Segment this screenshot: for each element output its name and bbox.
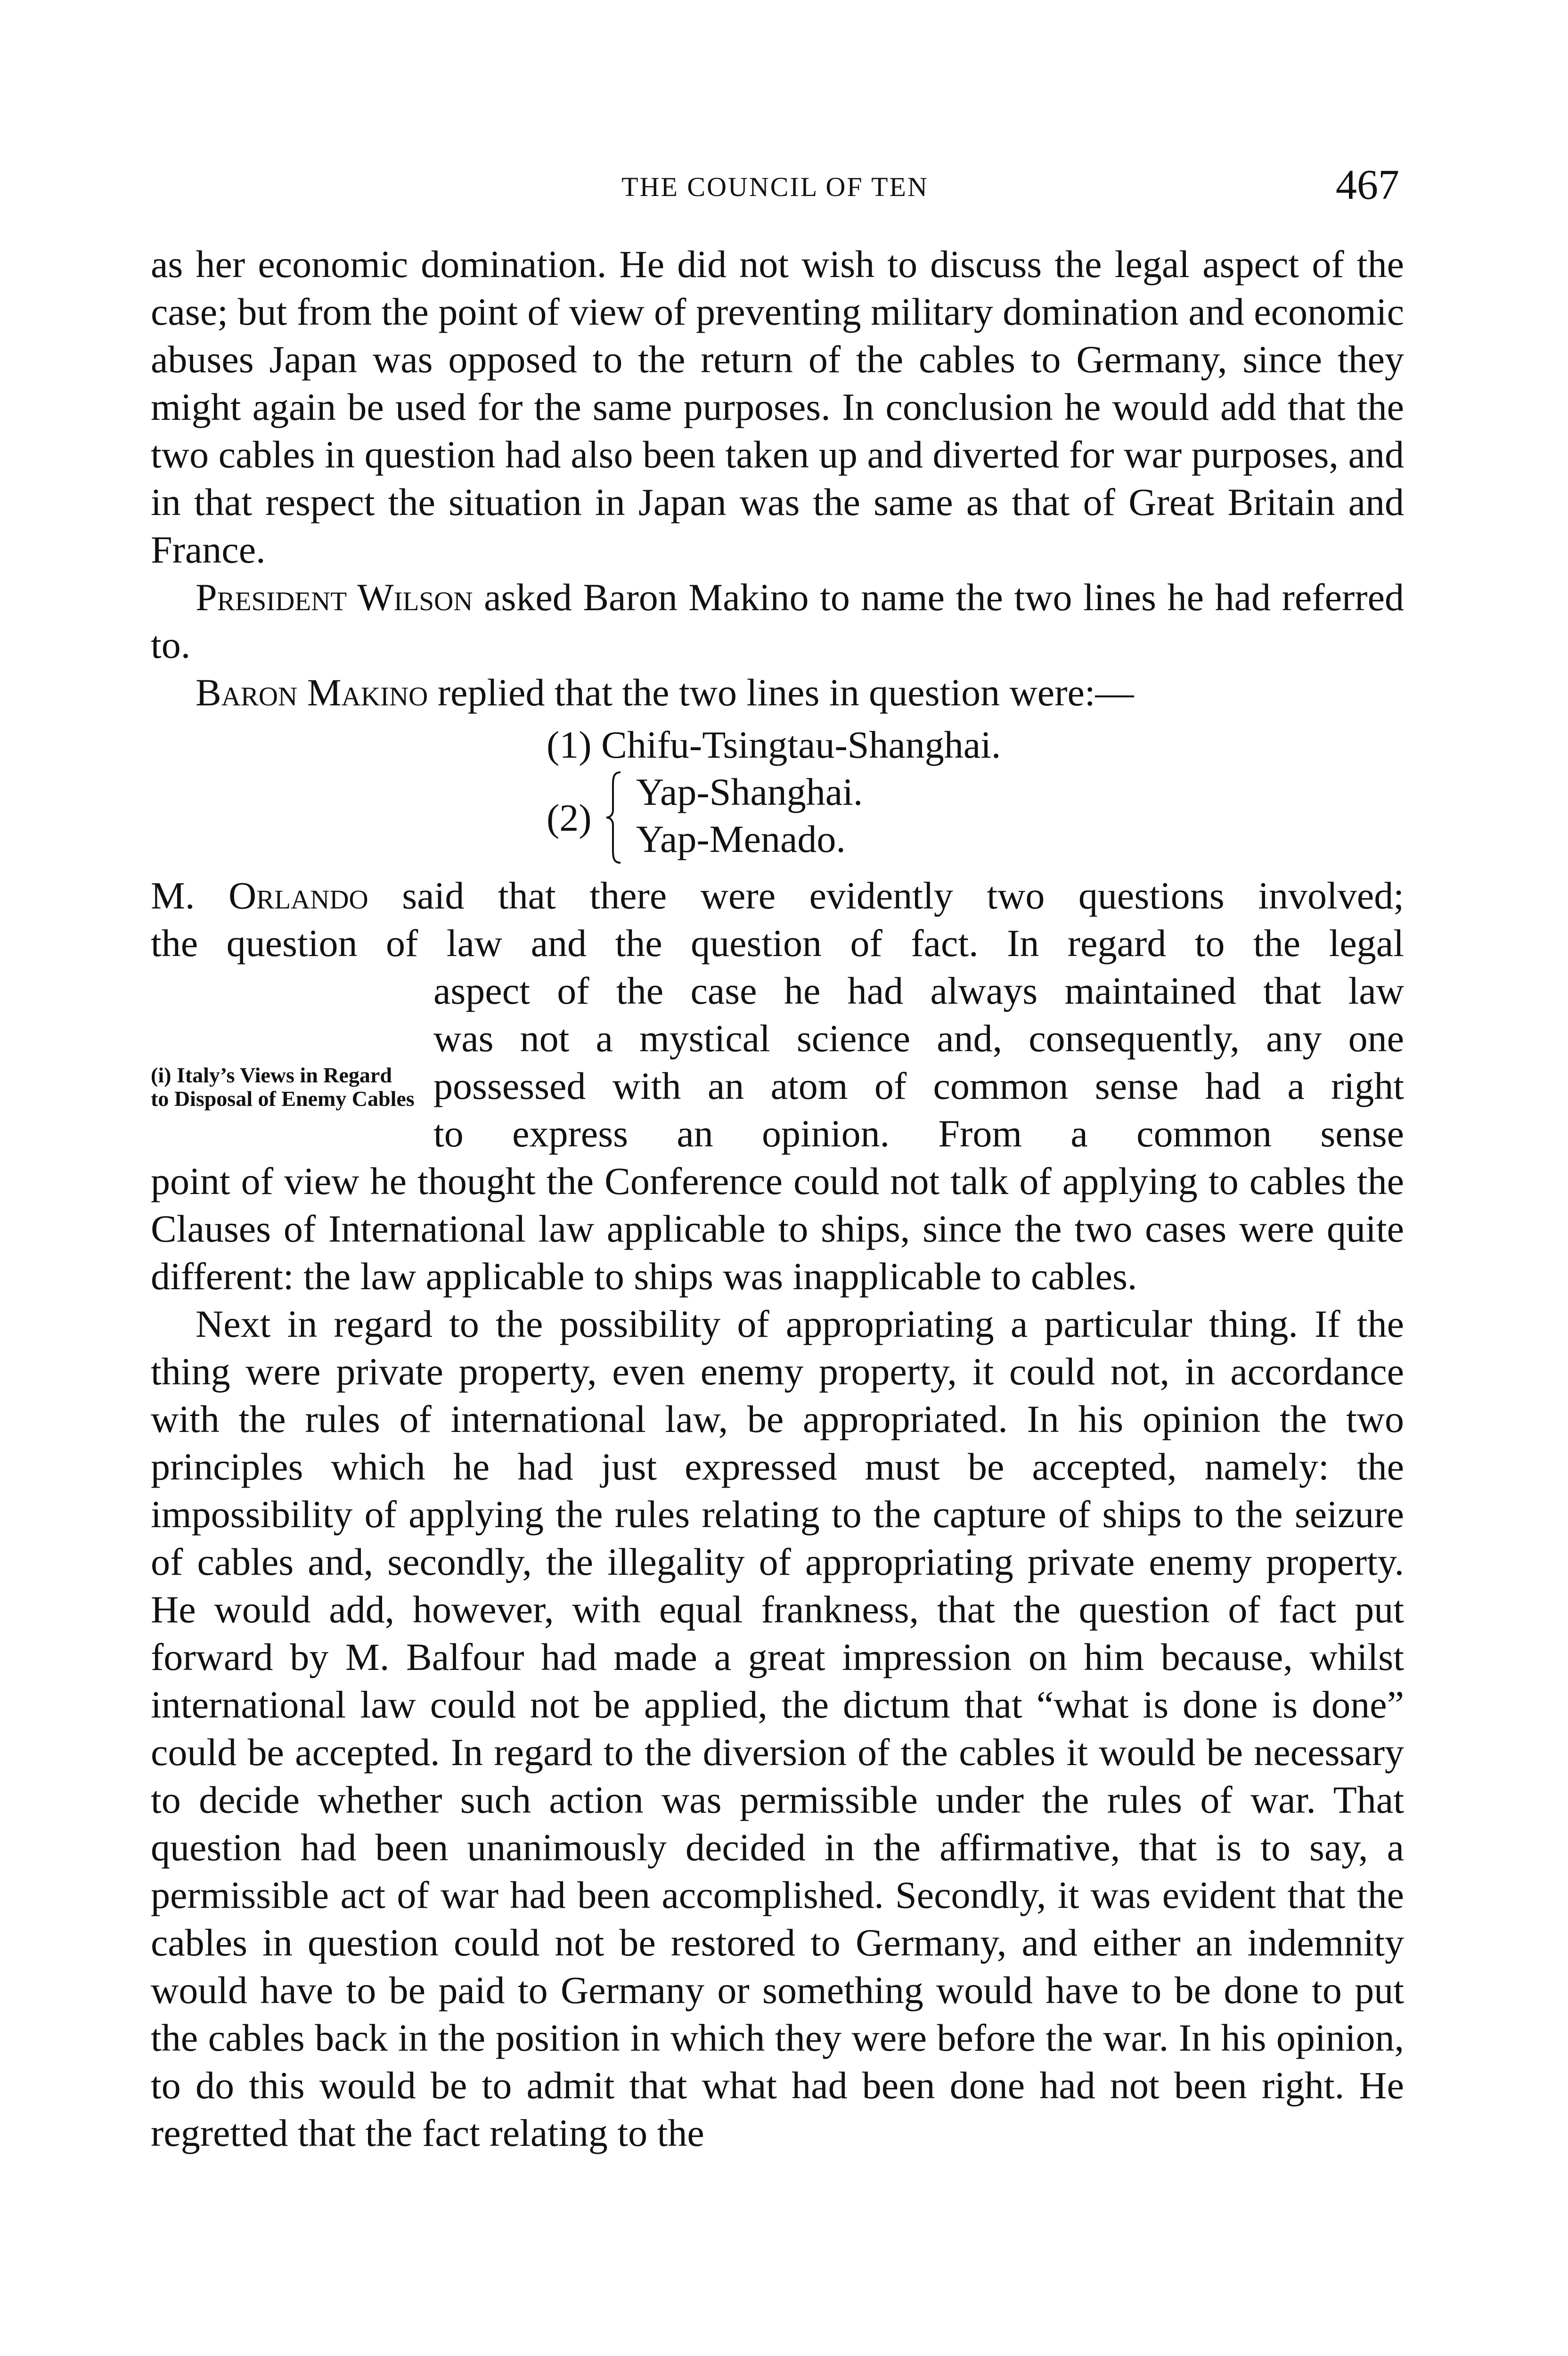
cable-list (547, 716, 1404, 872)
paragraph-3 (151, 669, 1404, 716)
paragraph-4-line: was not a mystical science and, consequently, any one (433, 1017, 1404, 1060)
curly-brace-icon (605, 770, 622, 865)
paragraph-3-text: replied that the two lines in question were:— (428, 671, 1134, 714)
side-note-block (151, 967, 1404, 1157)
paragraph-4 (151, 872, 1404, 1300)
side-lines (433, 967, 1404, 1157)
body-text (151, 240, 1404, 2157)
page-number: 467 (1336, 162, 1399, 208)
paragraph-4-text: said that there were evidently two questions involved; (368, 874, 1404, 917)
paragraph-1: as her economic domination. He did not wish to discuss the legal aspect of the case; but from the point of view of preventing military domination and economic abuses Japan was opposed to the return of the cables to Germany, since they might again be used for the same purposes. In conclusion he would add that the two cables in question had also been taken up and diverted for war purposes, and in that respect the situation in Japan was the same as that of Great Britain and France. (151, 243, 1404, 571)
item-text: Chifu-Tsingtau-Shanghai. (601, 723, 1001, 766)
paragraph-4-line: to express an opinion. From a common sense (433, 1112, 1404, 1155)
item-text: Yap-Menado. (636, 818, 846, 860)
paragraph-2 (151, 573, 1404, 669)
page-header (151, 162, 1399, 214)
paragraph-5: Next in regard to the possibility of appropriating a particular thing. If the thing were private property, even enemy property, it could not, in accordance with the rules of international law, be appropriated. In his opinion the two principles which he had just expressed must be accepted, namely: the impossibility of applying the rules relating to the capture of ships to the seizure of cables and, secondly, the illegality of appropriating private enemy property. He would add, however, with equal frankness, that the question of fact put forward by M. Balfour had made a great impression on him because, whilst international law could not be applied, the dictum that “what is done is done” could be accepted. In regard to the diversion of the cables it would be necessary to decide whether such action was permissible under the rules of war. That question had been unanimously decided in the affirmative, that is to say, a permissible act of war had been accomplished. Secondly, it was evident that the cables in question could not be restored to Germany, and either an indemnity would have to be paid to Germany or something would have to be done to put the cables back in the position in which they were before the war. In his opinion, to do this would be to admit that what had been done had not been right. He regretted that the fact relating to the (151, 1302, 1404, 2154)
paragraph-2-text: asked Baron Makino to name the two lines he had referred to. (151, 576, 1405, 666)
paragraph-4-line: possessed with an atom of common sense had a right (433, 1064, 1404, 1107)
list-item (547, 721, 1001, 769)
paragraph-4-line (151, 872, 1404, 919)
paragraph-4-line: the question of law and the question of fact. In regard to the legal (151, 922, 1404, 965)
paragraph-4-line: aspect of the case he had always maintained that law (433, 969, 1404, 1012)
running-title: THE COUNCIL OF TEN (621, 172, 929, 202)
item-text: Yap-Shanghai. (636, 770, 863, 813)
speaker-name: Baron Makino (196, 671, 428, 714)
side-note: (i) Italy’s Views in Regard to Disposal of Enemy Cables (151, 1063, 415, 1111)
speaker-name: President Wilson (196, 576, 473, 619)
paragraph-4-rest: point of view he thought the Conference could not talk of applying to cables the Clauses of International law applicable to ships, since the two cases were quite different: the law applicable to ships was inapplicable to cables. (151, 1160, 1404, 1298)
item-number: (2) (547, 796, 592, 839)
item-number: (1) (547, 723, 592, 766)
speaker-name: M. Orlando (151, 874, 368, 917)
